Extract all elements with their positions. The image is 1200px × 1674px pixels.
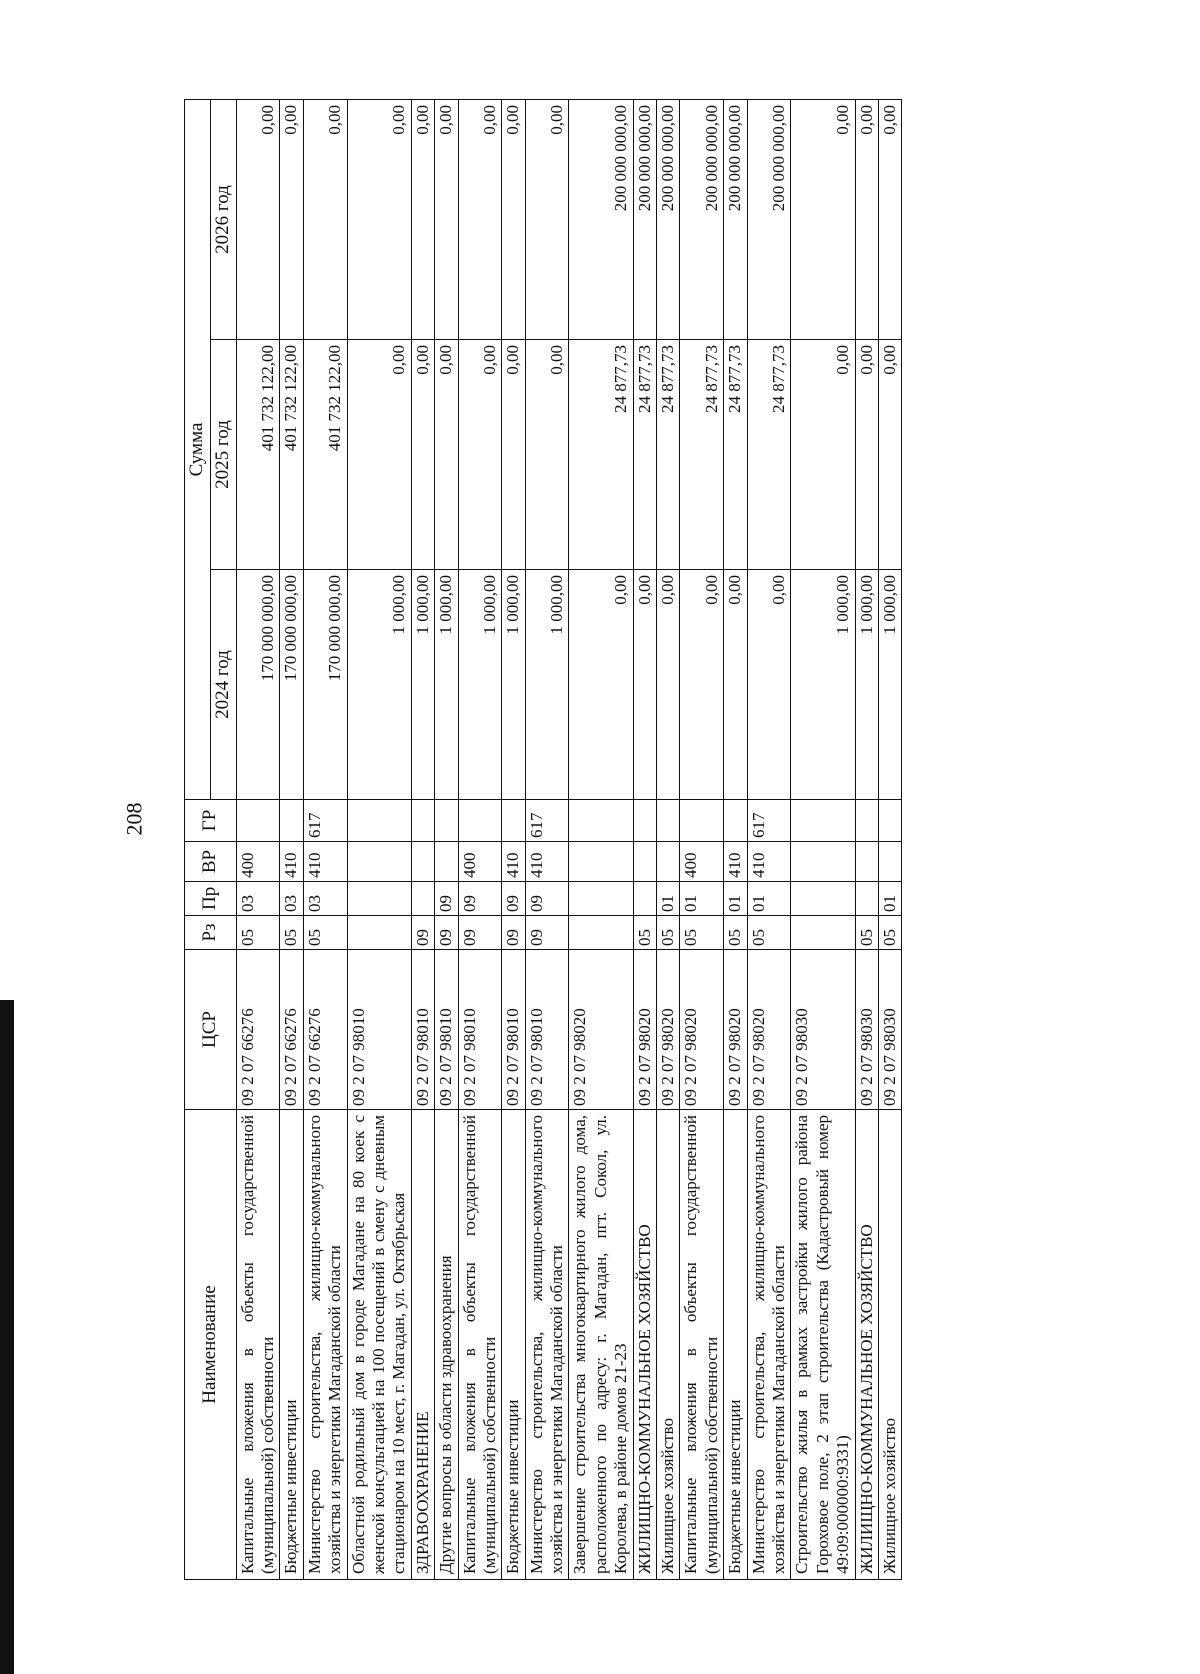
- cell-rz: [347, 916, 411, 950]
- cell-pr: [791, 882, 855, 916]
- cell-gr: [724, 800, 747, 842]
- cell-pr: 01: [657, 882, 680, 916]
- cell-2025: 24 877,73: [724, 340, 747, 570]
- cell-name: Бюджетные инвестиции: [280, 1110, 303, 1580]
- header-year-2025: 2025 год: [210, 340, 236, 570]
- cell-rz: [569, 916, 633, 950]
- cell-2026: 0,00: [878, 99, 901, 339]
- header-gr: ГР: [185, 800, 237, 842]
- table-row: [502, 99, 525, 1579]
- cell-2024: 1 000,00: [791, 570, 855, 800]
- header-year-2026: 2026 год: [210, 99, 236, 339]
- cell-gr: [633, 800, 656, 842]
- table-row: [878, 99, 901, 1579]
- cell-2025: 0,00: [347, 340, 411, 570]
- cell-gr: [236, 800, 280, 842]
- cell-2024: 1 000,00: [855, 570, 878, 800]
- cell-csr: 09 2 07 98030: [878, 950, 901, 1110]
- table-header-row: [185, 99, 211, 1579]
- header-csr: ЦСР: [185, 950, 237, 1110]
- table-row: [747, 99, 791, 1579]
- cell-rz: 05: [724, 916, 747, 950]
- cell-pr: 01: [747, 882, 791, 916]
- header-name: Наименование: [185, 1110, 237, 1580]
- cell-csr: 09 2 07 98020: [680, 950, 724, 1110]
- cell-name: ЖИЛИЩНО-КОММУНАЛЬНОЕ ХОЗЯЙСТВО: [855, 1110, 878, 1580]
- cell-rz: 05: [657, 916, 680, 950]
- cell-name: Министерство строительства, жилищно-коммунального хозяйства и энергетики Магаданской области: [747, 1110, 791, 1580]
- table-body: [236, 99, 902, 1579]
- cell-2026: 200 000 000,00: [633, 99, 656, 339]
- cell-2025: 0,00: [435, 340, 458, 570]
- cell-name: Областной родильный дом в городе Магадане на 80 коек с женской консультацией на 100 посещений в смену с дневным стационаром на 10 мест, г. Магадан, ул. Октябрьская: [347, 1110, 411, 1580]
- cell-gr: [680, 800, 724, 842]
- cell-2024: 0,00: [633, 570, 656, 800]
- cell-2025: 0,00: [411, 340, 434, 570]
- cell-csr: 09 2 07 98020: [657, 950, 680, 1110]
- cell-pr: 09: [435, 882, 458, 916]
- header-year-2024: 2024 год: [210, 570, 236, 800]
- cell-2026: 0,00: [435, 99, 458, 339]
- cell-2026: 0,00: [303, 99, 347, 339]
- table-row: [458, 99, 502, 1579]
- cell-csr: 09 2 07 98020: [569, 950, 633, 1110]
- cell-vr: [878, 842, 901, 882]
- cell-pr: 03: [303, 882, 347, 916]
- cell-vr: [657, 842, 680, 882]
- cell-vr: 410: [724, 842, 747, 882]
- cell-2025: 24 877,73: [633, 340, 656, 570]
- cell-2026: 200 000 000,00: [724, 99, 747, 339]
- cell-vr: 400: [236, 842, 280, 882]
- table-row: [724, 99, 747, 1579]
- cell-2024: 0,00: [724, 570, 747, 800]
- cell-csr: 09 2 07 66276: [303, 950, 347, 1110]
- table-row: [435, 99, 458, 1579]
- cell-csr: 09 2 07 98010: [458, 950, 502, 1110]
- cell-gr: [435, 800, 458, 842]
- cell-csr: 09 2 07 98010: [411, 950, 434, 1110]
- cell-2024: 0,00: [680, 570, 724, 800]
- header-vr: ВР: [185, 842, 237, 882]
- cell-2024: 170 000 000,00: [236, 570, 280, 800]
- cell-gr: [502, 800, 525, 842]
- cell-pr: [411, 882, 434, 916]
- cell-csr: 09 2 07 98030: [855, 950, 878, 1110]
- table-row: [569, 99, 633, 1579]
- cell-2025: 0,00: [525, 340, 569, 570]
- cell-2025: 401 732 122,00: [303, 340, 347, 570]
- cell-name: Министерство строительства, жилищно-коммунального хозяйства и энергетики Магаданской области: [525, 1110, 569, 1580]
- budget-table: [184, 99, 902, 1580]
- cell-vr: [791, 842, 855, 882]
- cell-vr: [569, 842, 633, 882]
- cell-2024: 170 000 000,00: [303, 570, 347, 800]
- cell-name: Жилищное хозяйство: [657, 1110, 680, 1580]
- table-row: [525, 99, 569, 1579]
- cell-name: Капитальные вложения в объекты государственной (муниципальной) собственности: [458, 1110, 502, 1580]
- table-row: [303, 99, 347, 1579]
- header-sum: Сумма: [185, 99, 211, 799]
- cell-rz: 09: [458, 916, 502, 950]
- cell-vr: [855, 842, 878, 882]
- cell-vr: [633, 842, 656, 882]
- cell-csr: 09 2 07 98030: [791, 950, 855, 1110]
- cell-name: Завершение строительства многоквартирного жилого дома, расположенного по адресу: г. Магадан, пгт. Сокол, ул. Королева, в районе домов 21-23: [569, 1110, 633, 1580]
- cell-2026: 200 000 000,00: [747, 99, 791, 339]
- cell-pr: [855, 882, 878, 916]
- header-pr: Пр: [185, 882, 237, 916]
- cell-name: Капитальные вложения в объекты государственной (муниципальной) собственности: [236, 1110, 280, 1580]
- cell-2024: 1 000,00: [525, 570, 569, 800]
- cell-rz: 05: [633, 916, 656, 950]
- cell-2026: 0,00: [855, 99, 878, 339]
- cell-rz: [791, 916, 855, 950]
- cell-gr: [347, 800, 411, 842]
- cell-name: ЗДРАВООХРАНЕНИЕ: [411, 1110, 434, 1580]
- cell-2025: 24 877,73: [680, 340, 724, 570]
- cell-2025: 24 877,73: [569, 340, 633, 570]
- cell-name: Капитальные вложения в объекты государственной (муниципальной) собственности: [680, 1110, 724, 1580]
- cell-csr: 09 2 07 98020: [633, 950, 656, 1110]
- cell-2026: 0,00: [458, 99, 502, 339]
- cell-rz: 09: [502, 916, 525, 950]
- cell-pr: 09: [502, 882, 525, 916]
- cell-rz: 05: [280, 916, 303, 950]
- cell-vr: 400: [680, 842, 724, 882]
- page-number: 208: [121, 802, 147, 836]
- cell-2026: 0,00: [791, 99, 855, 339]
- cell-2024: 1 000,00: [411, 570, 434, 800]
- cell-2025: 24 877,73: [657, 340, 680, 570]
- cell-vr: 410: [525, 842, 569, 882]
- cell-vr: 400: [458, 842, 502, 882]
- cell-rz: 05: [878, 916, 901, 950]
- cell-gr: 617: [303, 800, 347, 842]
- cell-gr: [458, 800, 502, 842]
- table-row: [680, 99, 724, 1579]
- cell-gr: [280, 800, 303, 842]
- table-row: [633, 99, 656, 1579]
- cell-gr: [411, 800, 434, 842]
- cell-2025: 0,00: [791, 340, 855, 570]
- rotated-page-content: [184, 100, 1084, 1580]
- cell-gr: [878, 800, 901, 842]
- cell-csr: 09 2 07 66276: [236, 950, 280, 1110]
- cell-name: ЖИЛИЩНО-КОММУНАЛЬНОЕ ХОЗЯЙСТВО: [633, 1110, 656, 1580]
- table-row: [347, 99, 411, 1579]
- cell-2024: 0,00: [569, 570, 633, 800]
- cell-vr: [347, 842, 411, 882]
- cell-csr: 09 2 07 66276: [280, 950, 303, 1110]
- cell-2025: 0,00: [502, 340, 525, 570]
- cell-rz: 05: [303, 916, 347, 950]
- cell-gr: 617: [747, 800, 791, 842]
- cell-csr: 09 2 07 98020: [724, 950, 747, 1110]
- cell-pr: [633, 882, 656, 916]
- cell-csr: 09 2 07 98010: [502, 950, 525, 1110]
- cell-2026: 200 000 000,00: [657, 99, 680, 339]
- table-row: [791, 99, 855, 1579]
- cell-2026: 200 000 000,00: [569, 99, 633, 339]
- table-row: [280, 99, 303, 1579]
- cell-name: Строительство жилья в рамках застройки жилого района Гороховое поле, 2 этап строительства (Кадастровый номер 49:09:000000:9331): [791, 1110, 855, 1580]
- cell-rz: 05: [747, 916, 791, 950]
- cell-2025: 0,00: [855, 340, 878, 570]
- cell-2026: 0,00: [502, 99, 525, 339]
- cell-2024: 1 000,00: [458, 570, 502, 800]
- cell-2025: 24 877,73: [747, 340, 791, 570]
- cell-pr: 01: [878, 882, 901, 916]
- cell-pr: [347, 882, 411, 916]
- cell-2025: 0,00: [878, 340, 901, 570]
- cell-name: Другие вопросы в области здравоохранения: [435, 1110, 458, 1580]
- cell-vr: 410: [502, 842, 525, 882]
- cell-csr: 09 2 07 98020: [747, 950, 791, 1110]
- cell-rz: 09: [411, 916, 434, 950]
- cell-rz: 05: [236, 916, 280, 950]
- cell-csr: 09 2 07 98010: [435, 950, 458, 1110]
- cell-pr: 03: [280, 882, 303, 916]
- cell-csr: 09 2 07 98010: [347, 950, 411, 1110]
- cell-2024: 1 000,00: [435, 570, 458, 800]
- cell-2024: 170 000 000,00: [280, 570, 303, 800]
- cell-2024: 1 000,00: [347, 570, 411, 800]
- cell-pr: 01: [680, 882, 724, 916]
- cell-rz: 09: [435, 916, 458, 950]
- cell-vr: [411, 842, 434, 882]
- cell-gr: 617: [525, 800, 569, 842]
- cell-2024: 0,00: [747, 570, 791, 800]
- cell-2026: 0,00: [347, 99, 411, 339]
- cell-2026: 0,00: [280, 99, 303, 339]
- cell-vr: 410: [747, 842, 791, 882]
- cell-gr: [569, 800, 633, 842]
- cell-gr: [855, 800, 878, 842]
- header-rz: Рз: [185, 916, 237, 950]
- cell-2024: 1 000,00: [878, 570, 901, 800]
- cell-2026: 0,00: [236, 99, 280, 339]
- cell-name: Жилищное хозяйство: [878, 1110, 901, 1580]
- cell-2024: 0,00: [657, 570, 680, 800]
- cell-pr: 01: [724, 882, 747, 916]
- cell-2025: 401 732 122,00: [236, 340, 280, 570]
- cell-2025: 401 732 122,00: [280, 340, 303, 570]
- cell-rz: 05: [855, 916, 878, 950]
- table-row: [411, 99, 434, 1579]
- cell-vr: [435, 842, 458, 882]
- cell-name: Бюджетные инвестиции: [502, 1110, 525, 1580]
- cell-name: Министерство строительства, жилищно-коммунального хозяйства и энергетики Магаданской области: [303, 1110, 347, 1580]
- cell-2026: 200 000 000,00: [680, 99, 724, 339]
- binding-edge: [0, 1000, 14, 1674]
- cell-name: Бюджетные инвестиции: [724, 1110, 747, 1580]
- cell-vr: 410: [280, 842, 303, 882]
- cell-2025: 0,00: [458, 340, 502, 570]
- cell-csr: 09 2 07 98010: [525, 950, 569, 1110]
- cell-rz: 09: [525, 916, 569, 950]
- cell-gr: [657, 800, 680, 842]
- cell-pr: 09: [458, 882, 502, 916]
- table-row: [236, 99, 280, 1579]
- cell-2026: 0,00: [411, 99, 434, 339]
- cell-rz: 05: [680, 916, 724, 950]
- cell-2026: 0,00: [525, 99, 569, 339]
- cell-pr: 03: [236, 882, 280, 916]
- table-row: [657, 99, 680, 1579]
- cell-pr: [569, 882, 633, 916]
- cell-2024: 1 000,00: [502, 570, 525, 800]
- cell-vr: 410: [303, 842, 347, 882]
- cell-gr: [791, 800, 855, 842]
- table-row: [855, 99, 878, 1579]
- cell-pr: 09: [525, 882, 569, 916]
